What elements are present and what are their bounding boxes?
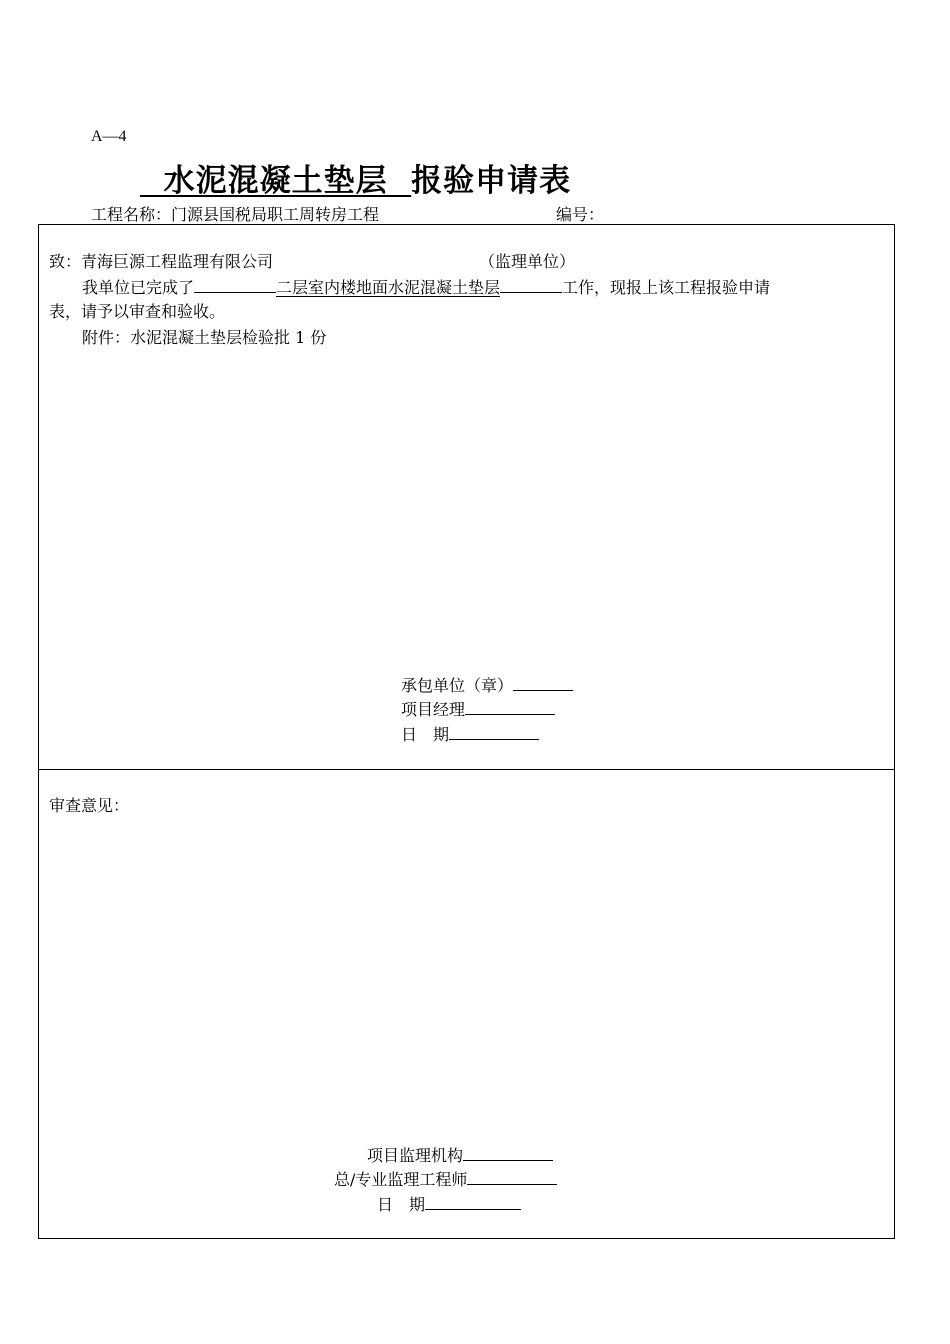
review-section xyxy=(39,770,894,1238)
contractor-seal-field[interactable] xyxy=(513,674,573,691)
application-date-label: 日 期 xyxy=(401,725,450,744)
supervision-org-field[interactable] xyxy=(463,1144,553,1161)
review-date-line xyxy=(377,1192,521,1215)
form-title-suffix: 报验申请表 xyxy=(411,163,572,199)
supervision-org-line xyxy=(367,1143,553,1166)
project-name-line xyxy=(91,202,379,225)
work-item-value: 二层室内楼地面水泥混凝土垫层 xyxy=(276,278,501,297)
application-date-line xyxy=(401,722,539,745)
chief-engineer-label: 总/专业监理工程师 xyxy=(334,1170,468,1189)
form-title xyxy=(140,155,571,200)
project-name-label: 工程名称： xyxy=(91,205,172,224)
application-section xyxy=(39,225,894,770)
project-manager-label: 项目经理 xyxy=(401,700,466,719)
review-date-field[interactable] xyxy=(425,1193,521,1210)
completion-statement-line1 xyxy=(82,275,770,298)
review-opinion-label: 审查意见： xyxy=(49,796,130,815)
supervision-org-label: 项目监理机构 xyxy=(367,1146,464,1165)
work-item-underline-tail xyxy=(500,276,562,293)
recipient-label: 致： xyxy=(49,252,82,271)
serial-number-label: 编号： xyxy=(556,205,605,224)
statement-suffix: 工作，现报上该工程报验申请 xyxy=(562,278,771,297)
form-code: A—4 xyxy=(91,128,127,145)
application-date-field[interactable] xyxy=(449,723,539,740)
contractor-seal-label: 承包单位（章） xyxy=(401,676,514,695)
form-title-subject: 水泥混凝土垫层 xyxy=(140,163,412,199)
recipient-line xyxy=(49,249,273,272)
recipient-role: （监理单位） xyxy=(479,252,576,271)
form-table xyxy=(38,224,895,1239)
completion-statement-line2: 表，请予以审查和验收。 xyxy=(49,302,226,321)
project-manager-field[interactable] xyxy=(465,698,555,715)
attachment-line: 附件：水泥混凝土垫层检验批 1 份 xyxy=(82,328,327,347)
recipient-company: 青海巨源工程监理有限公司 xyxy=(81,252,274,271)
review-date-label: 日 期 xyxy=(377,1195,426,1214)
statement-prefix: 我单位已完成了 xyxy=(82,278,195,297)
chief-engineer-line xyxy=(334,1167,557,1190)
chief-engineer-field[interactable] xyxy=(467,1168,557,1185)
project-manager-line xyxy=(401,697,555,720)
contractor-seal-line xyxy=(401,673,573,696)
work-item-underline-lead xyxy=(194,276,276,293)
project-name-value: 门源县国税局职工周转房工程 xyxy=(171,205,380,224)
